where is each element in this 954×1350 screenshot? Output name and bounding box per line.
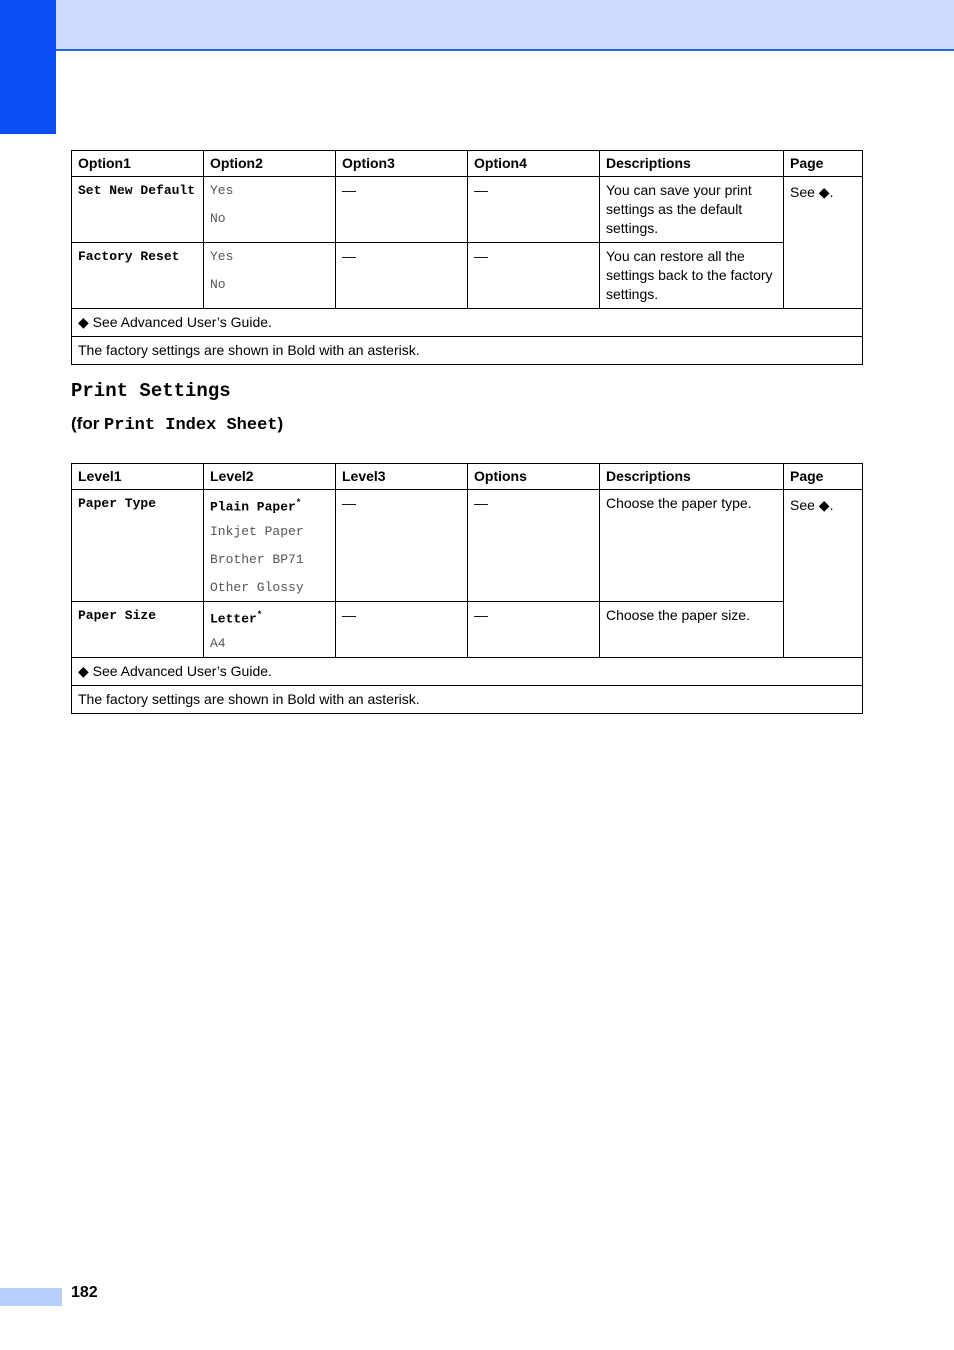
page-ref-cell: See ◆.: [784, 490, 863, 658]
option1-cell: Factory Reset: [72, 243, 204, 309]
asterisk: *: [256, 610, 263, 620]
option-value: No: [210, 211, 226, 226]
page-number-bar: [0, 1288, 62, 1306]
level3-cell: —: [336, 602, 468, 658]
header-cell: Option3: [336, 151, 468, 177]
header-cell: Page: [784, 151, 863, 177]
header-cell: Option1: [72, 151, 204, 177]
option-value: Yes: [210, 183, 234, 198]
option-value: Brother BP71: [210, 552, 304, 567]
subtitle-suffix: ): [277, 414, 284, 433]
page-ref-cell: See ◆.: [784, 177, 863, 309]
option3-cell: —: [336, 243, 468, 309]
footnote-row: [72, 658, 863, 686]
footnote-guide: ◆ See Advanced User’s Guide.: [72, 658, 863, 686]
chapter-tab: [0, 0, 56, 134]
description-cell: You can save your print settings as the default settings.: [600, 177, 784, 243]
level3-cell: —: [336, 490, 468, 602]
description-cell: You can restore all the settings back to the factory settings.: [600, 243, 784, 309]
footnote-row: [72, 686, 863, 714]
level2-cell: [204, 490, 336, 602]
options-cell: —: [468, 490, 600, 602]
option2-cell: [204, 243, 336, 309]
option-value: Inkjet Paper: [210, 524, 304, 539]
level2-cell: [204, 602, 336, 658]
option4-cell: —: [468, 177, 600, 243]
description-cell: Choose the paper size.: [600, 602, 784, 658]
table-header-row: [72, 464, 863, 490]
footnote-defaults: The factory settings are shown in Bold with an asterisk.: [72, 686, 863, 714]
option-value: No: [210, 277, 226, 292]
subtitle-menu-name: Print Index Sheet: [104, 416, 278, 435]
header-cell: Descriptions: [600, 151, 784, 177]
table-row: [72, 490, 863, 602]
header-cell: Options: [468, 464, 600, 490]
default-value: [210, 494, 329, 522]
level1-cell: Paper Size: [72, 602, 204, 658]
description-cell: Choose the paper type.: [600, 490, 784, 602]
settings-table-2: [71, 463, 863, 714]
footnote-row: [72, 337, 863, 365]
header-cell: Option4: [468, 151, 600, 177]
subtitle-prefix: (for: [71, 414, 105, 433]
option2-cell: [204, 177, 336, 243]
option-value: A4: [210, 636, 226, 651]
header-cell: Level2: [204, 464, 336, 490]
option-value: Yes: [210, 249, 234, 264]
table-row: [72, 602, 863, 658]
header-cell: Page: [784, 464, 863, 490]
default-value: [210, 606, 329, 634]
option3-cell: —: [336, 177, 468, 243]
header-cell: Level1: [72, 464, 204, 490]
asterisk: *: [295, 498, 302, 508]
header-cell: Descriptions: [600, 464, 784, 490]
table-row: [72, 243, 863, 309]
footnote-guide: ◆ See Advanced User’s Guide.: [72, 309, 863, 337]
settings-table-1: [71, 150, 863, 365]
level1-cell: Paper Type: [72, 490, 204, 602]
option4-cell: —: [468, 243, 600, 309]
header-band: [56, 0, 954, 51]
section-subtitle: [71, 414, 283, 435]
table-header-row: [72, 151, 863, 177]
section-title: Print Settings: [71, 380, 231, 402]
footnote-defaults: The factory settings are shown in Bold with an asterisk.: [72, 337, 863, 365]
page-number: 182: [71, 1284, 98, 1301]
options-cell: —: [468, 602, 600, 658]
table-row: [72, 177, 863, 243]
footnote-row: [72, 309, 863, 337]
option-value: Other Glossy: [210, 580, 304, 595]
default-label: Plain Paper: [210, 499, 296, 515]
default-label: Letter: [210, 611, 257, 627]
header-cell: Option2: [204, 151, 336, 177]
option1-cell: Set New Default: [72, 177, 204, 243]
header-cell: Level3: [336, 464, 468, 490]
